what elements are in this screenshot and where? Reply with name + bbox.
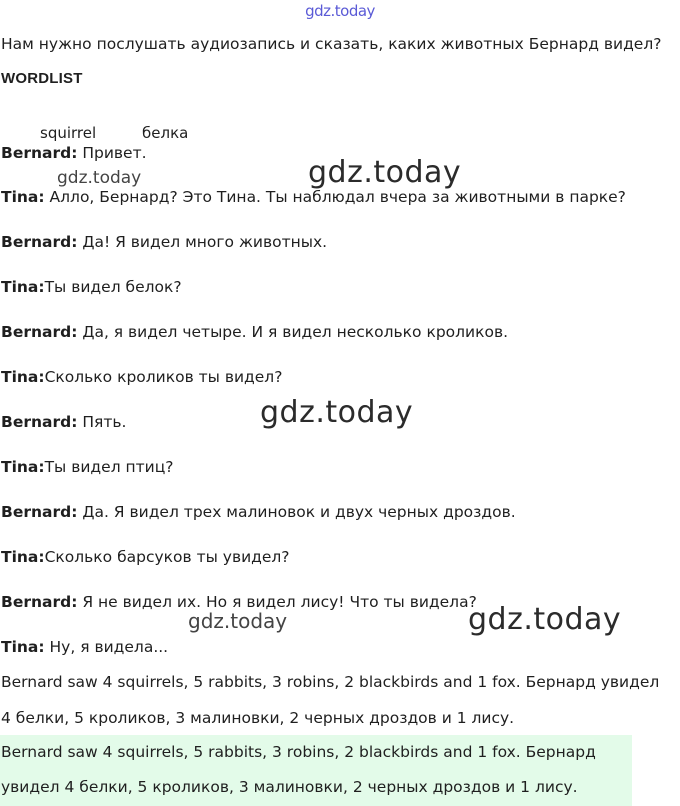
speaker-name: Bernard: (1, 144, 78, 162)
dialogue-line (1, 503, 516, 521)
dialogue-line (1, 323, 508, 341)
speaker-name: Tina: (1, 548, 45, 566)
speaker-name: Bernard: (1, 323, 78, 341)
dialogue-text: Да, я видел четыре. И я видел несколько кроликов. (77, 323, 509, 341)
dialogue-line (1, 638, 168, 656)
speaker-name: Tina: (1, 638, 45, 656)
speaker-name: Bernard: (1, 233, 78, 251)
answer-line: Bernard saw 4 squirrels, 5 rabbits, 3 robins, 2 blackbirds and 1 fox. Бернард увидел (1, 673, 660, 691)
watermark-text: gdz.today (468, 602, 622, 637)
watermark-text: gdz.today (57, 168, 142, 188)
dialogue-text: Сколько барсуков ты увидел? (44, 548, 290, 566)
dialogue-line (1, 548, 290, 566)
dialogue-text: Ну, я видела... (44, 638, 169, 656)
dialogue-line (1, 413, 126, 431)
dialogue-text: Да! Я видел много животных. (77, 233, 328, 251)
wordlist-word: squirrel (40, 124, 97, 142)
answer-line: 4 белки, 5 кроликов, 3 малиновки, 2 черных дроздов и 1 лису. (1, 709, 515, 727)
dialogue-text: Ты видел белок? (44, 278, 182, 296)
dialogue-line (1, 278, 182, 296)
dialogue-text: Привет. (77, 144, 147, 162)
dialogue-text: Да. Я видел трех малиновок и двух черных дроздов. (77, 503, 516, 521)
dialogue-text: Алло, Бернард? Это Тина. Ты наблюдал вчера за животными в парке? (44, 188, 626, 206)
wordlist-heading: WORDLIST (1, 70, 83, 87)
speaker-name: Tina: (1, 458, 45, 476)
dialogue-text: Я не видел их. Но я видел лису! Что ты видела? (77, 593, 477, 611)
dialogue-text: Сколько кроликов ты видел? (44, 368, 283, 386)
site-watermark: gdz.today (305, 2, 375, 20)
speaker-name: Bernard: (1, 413, 78, 431)
speaker-name: Bernard: (1, 593, 78, 611)
dialogue-line (1, 368, 282, 386)
wordlist-translation: белка (142, 124, 189, 142)
speaker-name: Tina: (1, 278, 45, 296)
wordlist-row (40, 118, 260, 142)
watermark-text: gdz.today (308, 155, 462, 190)
highlighted-answer-line: увидел 4 белки, 5 кроликов, 3 малиновки, 2 черных дроздов и 1 лису. (1, 778, 578, 796)
dialogue-line (1, 144, 147, 162)
dialogue-line (1, 233, 327, 251)
task-question: Нам нужно послушать аудиозапись и сказать, каких животных Бернард видел? (1, 35, 662, 53)
dialogue-text: Ты видел птиц? (44, 458, 174, 476)
speaker-name: Tina: (1, 188, 45, 206)
watermark-text: gdz.today (188, 609, 288, 633)
speaker-name: Tina: (1, 368, 45, 386)
highlighted-answer-line: Bernard saw 4 squirrels, 5 rabbits, 3 robins, 2 blackbirds and 1 fox. Бернард (1, 743, 596, 761)
dialogue-line (1, 188, 626, 206)
watermark-text: gdz.today (260, 395, 414, 430)
speaker-name: Bernard: (1, 503, 78, 521)
dialogue-text: Пять. (77, 413, 127, 431)
dialogue-line (1, 458, 174, 476)
